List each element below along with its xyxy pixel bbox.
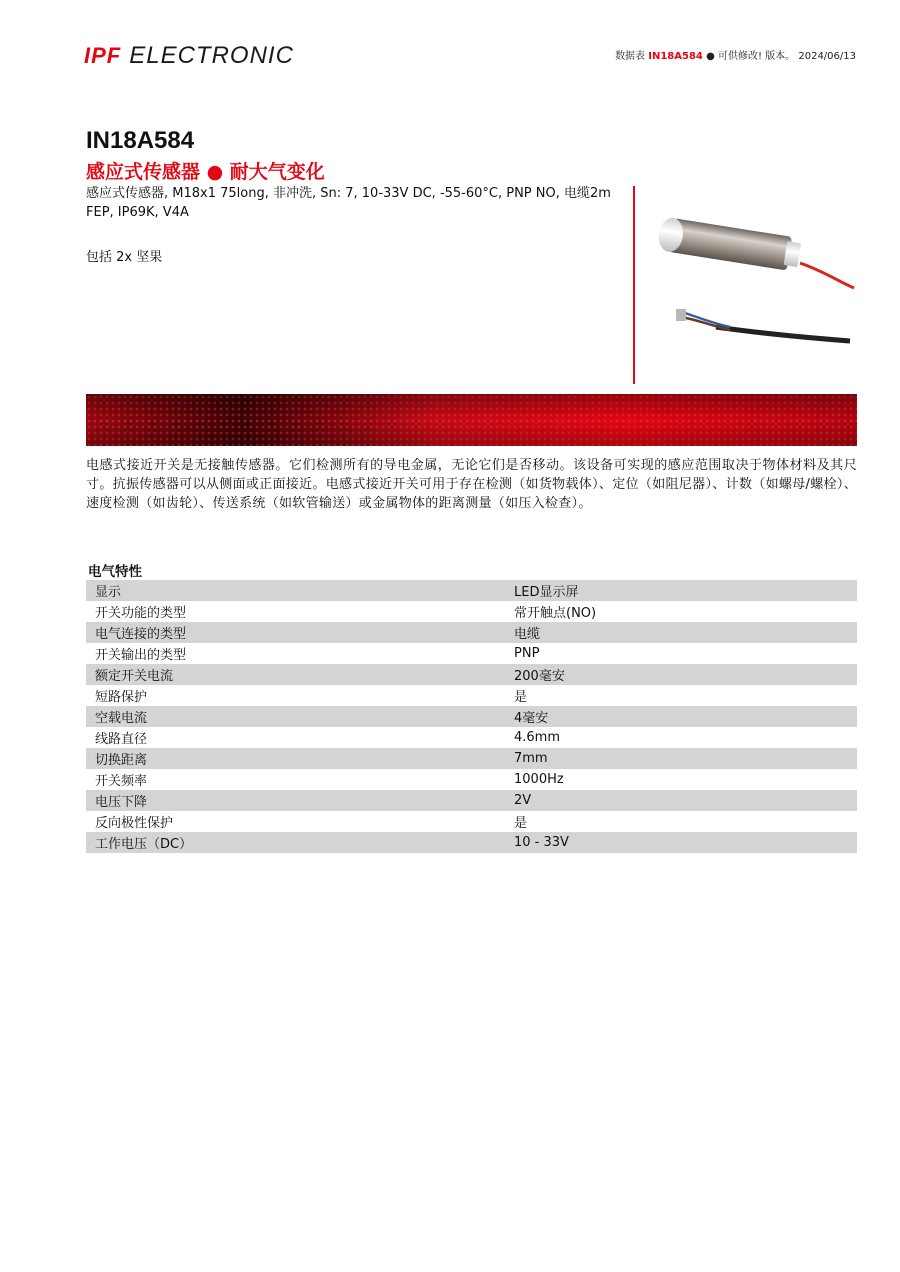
spec-value: 200毫安 [505, 664, 857, 685]
revision-note: 可供修改! 版本。 [717, 51, 796, 62]
spec-label: 反向极性保护 [95, 816, 174, 831]
spec-label: 额定开关电流 [86, 664, 505, 685]
sensor-body [656, 216, 802, 272]
spec-value: LED显示屏 [505, 580, 857, 601]
divider-line [633, 186, 635, 384]
intro-paragraph: 电感式接近开关是无接触传感器。它们检测所有的导电金属，无论它们是否移动。该设备可实现的感应范围取决于物体材料及其尺寸。抗振传感器可以从侧面或正面接近。电感式接近开关可用于存在检测（如货物载体）、定位（如阻尼器）、计数（如螺母/螺栓）、速度检测（如齿轮）、传送系统（如软管输送）或金属物体的距离测量（如压入检查）。 [86, 458, 857, 511]
spec-label: 线路直径 [95, 732, 148, 747]
spec-label: 显示 [86, 580, 505, 601]
decorative-banner [86, 394, 857, 446]
table-row [86, 685, 857, 706]
doc-label: 数据表 [615, 51, 646, 62]
spec-label: 开关输出的类型 [95, 648, 187, 663]
product-title: IN18A584 [86, 127, 195, 154]
electrical-spec-table [86, 580, 857, 853]
black-cable [716, 327, 850, 341]
table-row [86, 601, 857, 622]
table-row [86, 622, 857, 643]
table-row [86, 580, 857, 601]
table-row [86, 706, 857, 727]
section-title-electrical: 电气特性 [88, 564, 142, 580]
red-cable [800, 263, 854, 288]
product-description: 感应式传感器, M18x1 75long, 非冲洗, Sn: 7, 10-33V DC, -55-60°C, PNP NO, 电缆2m FEP, IP69K, V4A [86, 186, 611, 220]
revision-date: 2024/06/13 [798, 51, 856, 62]
spec-value: 4毫安 [505, 706, 857, 727]
header-part-number: IN18A584 [648, 51, 703, 62]
bullet-separator: ● [706, 51, 715, 62]
spec-value: 是 [514, 690, 528, 705]
product-subtitle: 感应式传感器 ● 耐大气变化 [86, 161, 325, 183]
spec-value: 4.6mm [514, 730, 561, 745]
logo-prefix: IPF [84, 43, 122, 68]
spec-value: 是 [514, 816, 528, 831]
spec-label: 空载电流 [86, 706, 505, 727]
spec-value: 电缆 [505, 622, 857, 643]
spec-value: 常开触点(NO) [514, 606, 597, 621]
spec-label: 电压下降 [86, 790, 505, 811]
spec-value: PNP [514, 646, 540, 661]
table-row [86, 727, 857, 748]
table-row [86, 748, 857, 769]
table-row [86, 811, 857, 832]
table-row [86, 769, 857, 790]
table-row [86, 643, 857, 664]
product-photo [648, 205, 858, 365]
spec-value: 1000Hz [514, 772, 564, 787]
spec-label: 开关功能的类型 [95, 606, 187, 621]
spec-label: 电气连接的类型 [86, 622, 505, 643]
table-row [86, 664, 857, 685]
spec-label: 开关频率 [95, 774, 148, 789]
logo-name: ELECTRONIC [129, 42, 294, 69]
table-row [86, 790, 857, 811]
spec-value: 7mm [505, 748, 857, 769]
spec-label: 切换距离 [86, 748, 505, 769]
spec-value: 2V [505, 790, 857, 811]
included-items: 包括 2x 坚果 [86, 250, 163, 265]
spec-label: 工作电压（DC） [86, 832, 505, 853]
table-row [86, 832, 857, 853]
company-logo [84, 42, 294, 72]
spec-label: 短路保护 [95, 690, 148, 705]
spec-value: 10 - 33V [505, 832, 857, 853]
document-header-info [615, 47, 856, 62]
